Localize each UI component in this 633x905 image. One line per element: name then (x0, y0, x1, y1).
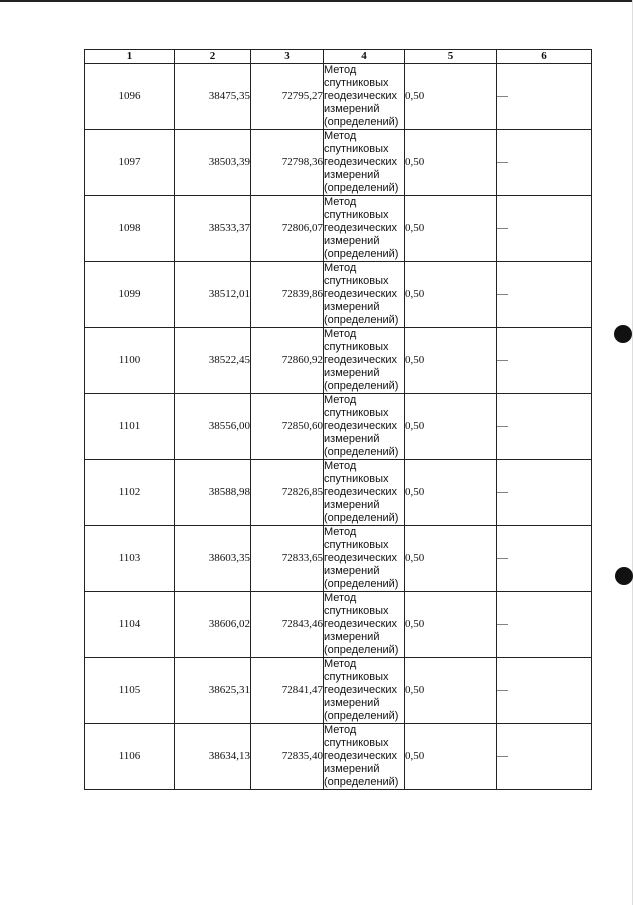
x-coordinate-cell: 38475,35 (175, 64, 251, 130)
accuracy-cell: 0,50 (405, 64, 497, 130)
method-cell: Метод спутниковых геодезических измерений (определений) (324, 460, 405, 526)
y-coordinate-cell: 72795,27 (251, 64, 324, 130)
note-cell: — (497, 64, 592, 130)
point-number-cell: 1105 (85, 658, 175, 724)
accuracy-cell: 0,50 (405, 328, 497, 394)
table-row (85, 460, 592, 526)
top-scan-border (0, 0, 633, 2)
table-row (85, 724, 592, 790)
accuracy-cell: 0,50 (405, 394, 497, 460)
accuracy-cell: 0,50 (405, 526, 497, 592)
y-coordinate-cell: 72850,60 (251, 394, 324, 460)
note-cell: — (497, 130, 592, 196)
y-coordinate-cell: 72841,47 (251, 658, 324, 724)
y-coordinate-cell: 72826,85 (251, 460, 324, 526)
note-cell: — (497, 328, 592, 394)
x-coordinate-cell: 38603,35 (175, 526, 251, 592)
table-row (85, 658, 592, 724)
coordinates-table (84, 49, 592, 790)
table-header (85, 50, 592, 64)
point-number-cell: 1106 (85, 724, 175, 790)
note-cell: — (497, 526, 592, 592)
table-row (85, 592, 592, 658)
note-cell: — (497, 592, 592, 658)
y-coordinate-cell: 72798,36 (251, 130, 324, 196)
point-number-cell: 1096 (85, 64, 175, 130)
y-coordinate-cell: 72835,40 (251, 724, 324, 790)
accuracy-cell: 0,50 (405, 130, 497, 196)
header-col-1: 1 (85, 50, 175, 64)
header-row (85, 50, 592, 64)
header-col-6: 6 (497, 50, 592, 64)
x-coordinate-cell: 38503,39 (175, 130, 251, 196)
method-cell: Метод спутниковых геодезических измерений (определений) (324, 130, 405, 196)
y-coordinate-cell: 72860,92 (251, 328, 324, 394)
point-number-cell: 1103 (85, 526, 175, 592)
table-row (85, 130, 592, 196)
header-col-4: 4 (324, 50, 405, 64)
x-coordinate-cell: 38634,13 (175, 724, 251, 790)
x-coordinate-cell: 38533,37 (175, 196, 251, 262)
accuracy-cell: 0,50 (405, 196, 497, 262)
point-number-cell: 1097 (85, 130, 175, 196)
note-cell: — (497, 460, 592, 526)
header-col-5: 5 (405, 50, 497, 64)
note-cell: — (497, 724, 592, 790)
accuracy-cell: 0,50 (405, 262, 497, 328)
point-number-cell: 1099 (85, 262, 175, 328)
point-number-cell: 1104 (85, 592, 175, 658)
method-cell: Метод спутниковых геодезических измерений (определений) (324, 196, 405, 262)
method-cell: Метод спутниковых геодезических измерений (определений) (324, 724, 405, 790)
binder-hole (614, 325, 632, 343)
method-cell: Метод спутниковых геодезических измерений (определений) (324, 526, 405, 592)
note-cell: — (497, 262, 592, 328)
point-number-cell: 1102 (85, 460, 175, 526)
y-coordinate-cell: 72839,86 (251, 262, 324, 328)
table-row (85, 196, 592, 262)
table-row (85, 526, 592, 592)
x-coordinate-cell: 38522,45 (175, 328, 251, 394)
x-coordinate-cell: 38606,02 (175, 592, 251, 658)
header-col-2: 2 (175, 50, 251, 64)
table-row (85, 262, 592, 328)
method-cell: Метод спутниковых геодезических измерений (определений) (324, 262, 405, 328)
table-body (85, 64, 592, 790)
method-cell: Метод спутниковых геодезических измерений (определений) (324, 658, 405, 724)
header-col-3: 3 (251, 50, 324, 64)
accuracy-cell: 0,50 (405, 724, 497, 790)
y-coordinate-cell: 72806,07 (251, 196, 324, 262)
point-number-cell: 1098 (85, 196, 175, 262)
x-coordinate-cell: 38588,98 (175, 460, 251, 526)
y-coordinate-cell: 72843,46 (251, 592, 324, 658)
accuracy-cell: 0,50 (405, 658, 497, 724)
point-number-cell: 1101 (85, 394, 175, 460)
table-row (85, 394, 592, 460)
point-number-cell: 1100 (85, 328, 175, 394)
method-cell: Метод спутниковых геодезических измерений (определений) (324, 328, 405, 394)
x-coordinate-cell: 38625,31 (175, 658, 251, 724)
accuracy-cell: 0,50 (405, 592, 497, 658)
binder-hole (615, 567, 633, 585)
note-cell: — (497, 658, 592, 724)
method-cell: Метод спутниковых геодезических измерений (определений) (324, 64, 405, 130)
method-cell: Метод спутниковых геодезических измерений (определений) (324, 592, 405, 658)
table-row (85, 64, 592, 130)
y-coordinate-cell: 72833,65 (251, 526, 324, 592)
note-cell: — (497, 196, 592, 262)
method-cell: Метод спутниковых геодезических измерений (определений) (324, 394, 405, 460)
accuracy-cell: 0,50 (405, 460, 497, 526)
table-row (85, 328, 592, 394)
note-cell: — (497, 394, 592, 460)
x-coordinate-cell: 38556,00 (175, 394, 251, 460)
x-coordinate-cell: 38512,01 (175, 262, 251, 328)
